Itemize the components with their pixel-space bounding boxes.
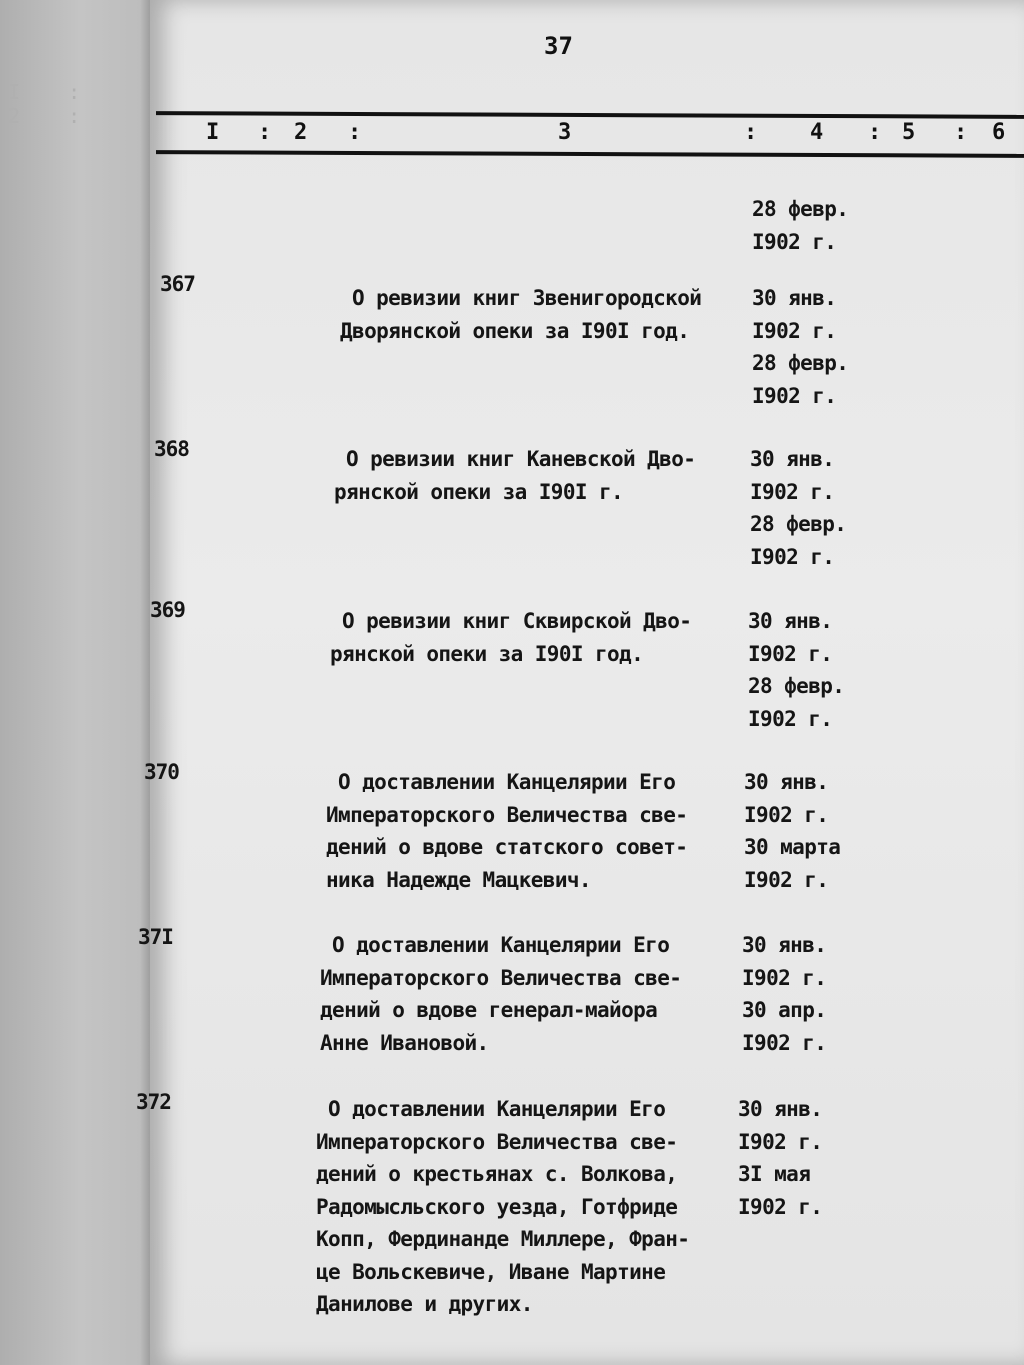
entry-text-372	[316, 1093, 689, 1321]
column-header-1: I	[206, 120, 220, 145]
column-header-4: 4	[810, 120, 824, 145]
date-line: 30 марта	[744, 835, 841, 859]
entry-dates-367	[752, 282, 848, 412]
text-line: Данилове и других.	[316, 1292, 533, 1316]
entry-text-369	[330, 605, 691, 670]
column-separator: :	[868, 120, 882, 145]
column-separator: :	[954, 120, 968, 145]
entry-number-372: 372	[136, 1090, 171, 1114]
text-line: Императорского Величества све-	[326, 802, 688, 827]
header-rule-top	[156, 111, 1024, 119]
left-page-ghost-header: I : 2 :	[8, 80, 99, 128]
text-line: О ревизии книг Звенигородской	[340, 286, 702, 310]
text-line: О ревизии книг Каневской Дво-	[334, 447, 696, 471]
date-line: I902 г.	[738, 1129, 823, 1154]
date-line: I902 г.	[752, 318, 837, 343]
carryover-dates	[752, 193, 848, 258]
entry-text-368	[334, 443, 695, 508]
text-line: Дворянской опеки за I90I год.	[340, 318, 690, 343]
entry-text-370	[326, 766, 687, 896]
text-line: О доставлении Канцелярии Его	[326, 770, 676, 794]
text-line: дений о вдове генерал-майора	[320, 998, 658, 1022]
date-line: I902 г.	[752, 229, 837, 254]
date-line: 30 янв.	[742, 933, 827, 957]
entry-dates-368	[750, 443, 846, 573]
entry-dates-372	[738, 1093, 822, 1223]
entry-dates-369	[748, 605, 844, 735]
date-line: I902 г.	[752, 383, 837, 408]
text-line: дений о крестьянах с. Волкова,	[316, 1162, 678, 1186]
date-line: 30 янв.	[752, 286, 837, 310]
entry-number-368: 368	[154, 437, 189, 461]
entry-dates-371	[742, 929, 826, 1059]
date-line: 3I мая	[738, 1162, 811, 1186]
entry-dates-370	[744, 766, 840, 896]
left-page-edge	[0, 0, 150, 1365]
date-line: 30 янв.	[744, 770, 829, 794]
entry-text-367	[340, 282, 701, 347]
text-line: Копп, Фердинанде Миллере, Фран-	[316, 1227, 690, 1251]
text-line: рянской опеки за I90I г.	[334, 479, 624, 504]
header-rule-bottom	[156, 150, 1024, 158]
text-line: це Вольскевиче, Иване Мартине	[316, 1259, 666, 1284]
date-line: 28 февр.	[748, 674, 845, 698]
date-line: 28 февр.	[752, 197, 849, 221]
column-header-2: 2	[294, 120, 308, 145]
date-line: 30 янв.	[748, 609, 833, 633]
text-line: О доставлении Канцелярии Его	[316, 1097, 666, 1121]
text-line: Радомысльского уезда, Готфриде	[316, 1194, 678, 1219]
date-line: 28 февр.	[752, 351, 849, 375]
text-line: О ревизии книг Сквирской Дво-	[330, 609, 692, 633]
entry-number-369: 369	[150, 598, 185, 622]
column-separator: :	[744, 120, 758, 145]
date-line: 30 янв.	[738, 1097, 823, 1121]
page-number: 37	[544, 32, 573, 60]
text-line: Анне Ивановой.	[320, 1030, 489, 1055]
entry-text-371	[320, 929, 681, 1059]
entry-number-370: 370	[144, 760, 179, 784]
archive-page	[136, 0, 1024, 1365]
date-line: I902 г.	[750, 479, 835, 504]
column-header-6: 6	[992, 120, 1006, 145]
text-line: О доставлении Канцелярии Его	[320, 933, 670, 957]
date-line: 30 янв.	[750, 447, 835, 471]
text-line: дений о вдове статского совет-	[326, 835, 688, 859]
column-header-3: 3	[558, 120, 572, 145]
text-line: Императорского Величества све-	[316, 1129, 678, 1154]
date-line: I902 г.	[738, 1194, 823, 1219]
entry-number-371: 37I	[138, 925, 173, 949]
column-separator: :	[348, 120, 362, 145]
text-line: Императорского Величества све-	[320, 965, 682, 990]
date-line: I902 г.	[744, 802, 829, 827]
date-line: 28 февр.	[750, 512, 847, 536]
date-line: I902 г.	[744, 867, 829, 892]
text-line: рянской опеки за I90I год.	[330, 641, 644, 666]
column-header-5: 5	[902, 120, 916, 145]
date-line: I902 г.	[748, 641, 833, 666]
date-line: I902 г.	[742, 1030, 827, 1055]
date-line: I902 г.	[750, 544, 835, 569]
entry-number-367: 367	[160, 272, 195, 296]
date-line: I902 г.	[748, 706, 833, 731]
date-line: I902 г.	[742, 965, 827, 990]
text-line: ника Надежде Мацкевич.	[326, 867, 591, 892]
column-separator: :	[258, 120, 272, 145]
date-line: 30 апр.	[742, 998, 827, 1022]
